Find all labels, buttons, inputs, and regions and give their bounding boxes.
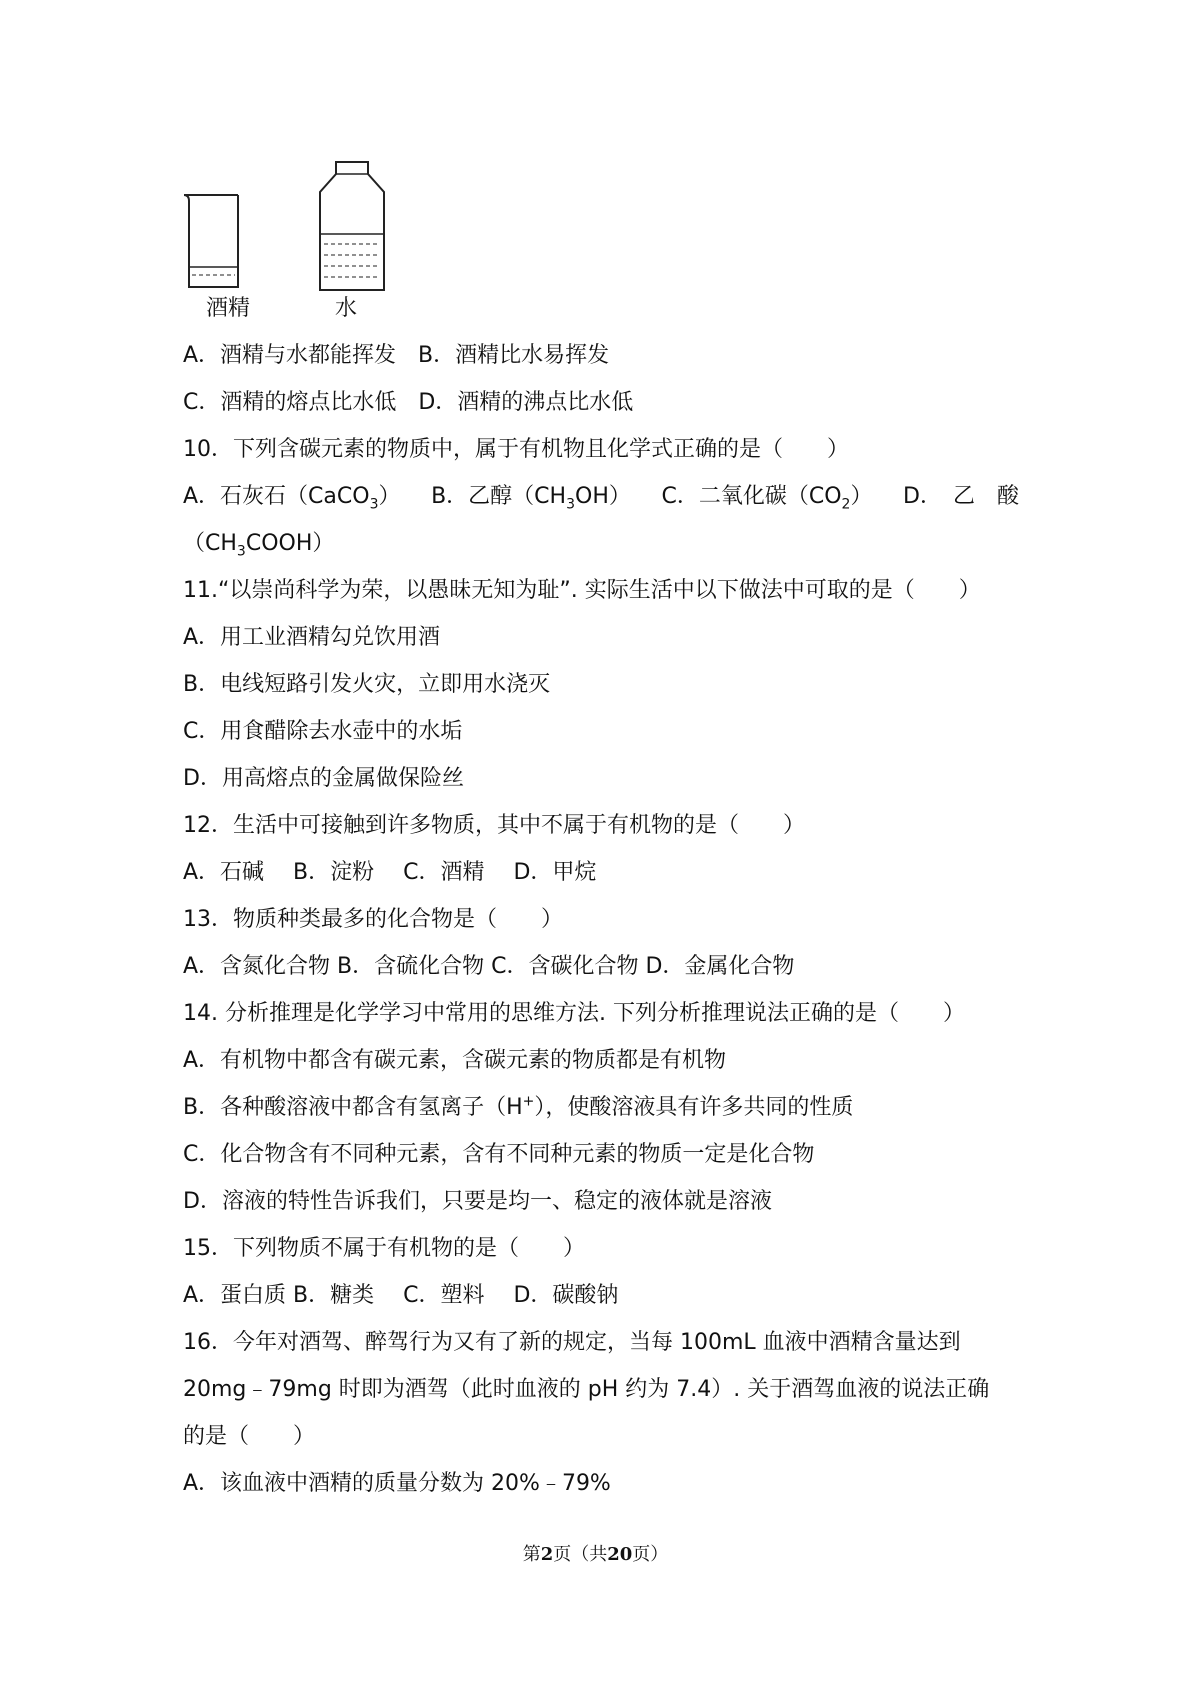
q10-options	[183, 482, 1019, 512]
beaker-illustration	[182, 193, 242, 291]
q10-stem: 10．下列含碳元素的物质中，属于有机物且化学式正确的是（ ）	[183, 437, 849, 462]
q13-stem: 13．物质种类最多的化合物是（ ）	[183, 907, 563, 932]
figure-label-alcohol: 酒精	[206, 296, 251, 321]
q16-option-a: A．该血液中酒精的质量分数为 20%﹣79%	[183, 1471, 611, 1496]
q9-options-cd: C．酒精的熔点比水低 D．酒精的沸点比水低	[183, 390, 634, 415]
q14-stem: 14. 分析推理是化学学习中常用的思维方法. 下列分析推理说法正确的是（ ）	[183, 1001, 965, 1026]
q9-options-ab: A．酒精与水都能挥发 B．酒精比水易挥发	[183, 343, 610, 368]
q15-options: A．蛋白质 B．糖类 C．塑料 D．碳酸钠	[183, 1283, 619, 1308]
q13-options: A．含氮化合物 B．含硫化合物 C．含碳化合物 D．金属化合物	[183, 954, 795, 979]
q11-option-c: C．用食醋除去水壶中的水垢	[183, 719, 463, 744]
q10-option-a: A．石灰石（CaCO$_3$）	[183, 484, 401, 513]
q10-option-b: B．乙醇$(CH_3OH)$	[431, 484, 631, 513]
q14-option-a: A．有机物中都含有碳元素，含碳元素的物质都是有机物	[183, 1048, 727, 1073]
bottle-illustration	[318, 160, 386, 293]
q11-stem: 11.“以崇尚科学为荣，以愚昧无知为耻”. 实际生活中以下做法中可取的是（ ）	[183, 578, 981, 603]
figure-label-water: 水	[335, 296, 358, 321]
q15-stem: 15．下列物质不属于有机物的是（ ）	[183, 1236, 585, 1261]
q11-option-b: B．电线短路引发火灾，立即用水浇灭	[183, 672, 551, 697]
q10-option-c: C．二氧化碳$(CO_2)$	[661, 484, 873, 513]
q16-stem-line2: 20mg﹣79mg 时即为酒驾（此时血液的 pH 约为 7.4）. 关于酒驾血液的说法正确	[183, 1377, 990, 1402]
q12-stem: 12．生活中可接触到许多物质，其中不属于有机物的是（ ）	[183, 813, 805, 838]
q10-option-d: D． 乙 酸	[903, 484, 1019, 509]
q14-option-b: B．各种酸溶液中都含有氢离子（H+），使酸溶液具有许多共同的性质	[183, 1093, 854, 1120]
q10-option-d-formula: $(CH_3COOH)$	[183, 531, 335, 560]
page-number: 2	[540, 1544, 554, 1565]
page-footer: 第2页（共20页）	[522, 1544, 669, 1565]
q16-stem-line3: 的是（ ）	[183, 1424, 316, 1449]
q14-option-d: D．溶液的特性告诉我们，只要是均一、稳定的液体就是溶液	[183, 1189, 772, 1214]
page-total: 20	[607, 1544, 633, 1565]
q14-option-c: C．化合物含有不同种元素，含有不同种元素的物质一定是化合物	[183, 1142, 815, 1167]
q16-stem-line1: 16．今年对酒驾、醉驾行为又有了新的规定，当每 100mL 血液中酒精含量达到	[183, 1330, 961, 1355]
q11-option-a: A．用工业酒精勾兑饮用酒	[183, 625, 441, 650]
q12-options: A．石碱 B．淀粉 C．酒精 D．甲烷	[183, 860, 597, 885]
q11-option-d: D．用高熔点的金属做保险丝	[183, 766, 464, 791]
